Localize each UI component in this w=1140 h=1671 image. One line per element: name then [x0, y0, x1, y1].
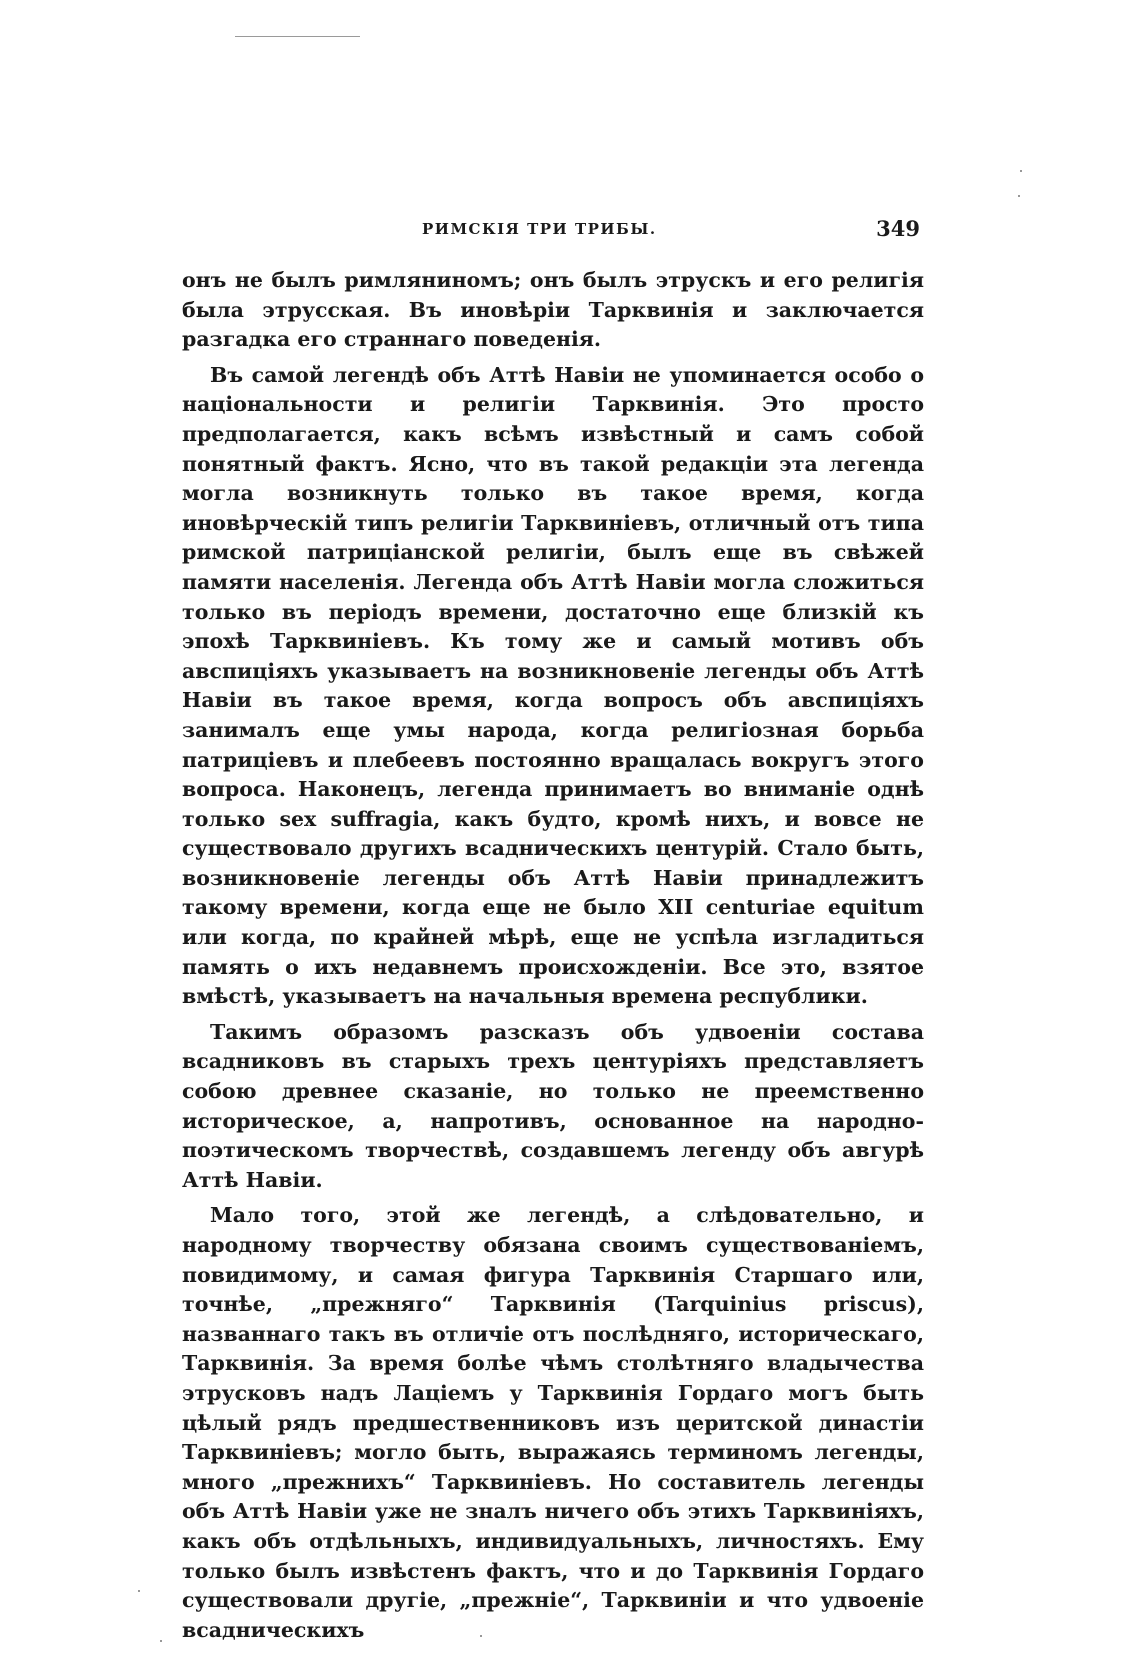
scan-speck — [138, 1590, 140, 1592]
page-header — [182, 216, 922, 246]
paragraph-2: Въ самой легендѣ объ Аттѣ Навiи не упоминается особо о нацiональности и религiи Тарквинiя. Это просто предполагается, какъ всѣмъ извѣстный и самъ собой понятный фактъ. Ясно, что въ такой редакцiи эта легенда могла возникнуть только въ такое время, когда иновѣрческiй типъ религiи Тарквиніевъ, отличный отъ типа римской патрицiанской религiи, былъ еще въ свѣжей памяти населенiя. Легенда объ Аттѣ Навiи могла сложиться только въ перiодъ времени, достаточно еще близкiй къ эпохѣ Тарквиніевъ. Къ тому же и самый мотивъ объ авспицiяхъ указываетъ на возникновенiе легенды объ Аттѣ Навiи въ такое время, когда вопросъ объ авспицiяхъ занималъ еще умы народа, когда религiозная борьба патрицiевъ и плебеевъ постоянно вращалась вокругъ этого вопроса. Наконецъ, легенда принимаетъ во вниманiе однѣ только sex suffragia, какъ будто, кромѣ нихъ, и вовсе не существовало другихъ всадническихъ центурiй. Стало быть, возникновенiе легенды объ Аттѣ Навiи принадлежитъ такому времени, когда еще не было XII centuriae equitum или когда, по крайней мѣрѣ, еще не успѣла изгладиться память о ихъ недавнемъ происхожденiи. Все это, взятое вмѣстѣ, указываетъ на начальныя времена республики. — [182, 362, 924, 1009]
running-title: РИМСКIЯ ТРИ ТРИБЫ. — [422, 220, 657, 238]
paragraph-3: Такимъ образомъ разсказъ объ удвоенiи состава всадниковъ въ старыхъ трехъ центурiяхъ представляетъ собою древнее сказанiе, но только не преемственно историческое, а, напротивъ, основанное на народно-поэтическомъ творчествѣ, создавшемъ легенду объ авгурѣ Аттѣ Навiи. — [182, 1019, 924, 1192]
scan-speck — [160, 1640, 162, 1642]
scan-speck — [1020, 170, 1022, 172]
paragraph-1: онъ не былъ римляниномъ; онъ былъ этрускъ и его религiя была этрусская. Въ иновѣрiи Тарквинiя и заключается разгадка его страннаго поведенiя. — [182, 268, 924, 352]
body-text — [182, 266, 924, 1651]
page-number: 349 — [876, 216, 920, 241]
top-rule — [235, 36, 360, 37]
paragraph-4: Мало того, этой же легендѣ, а слѣдовательно, и народному творчеству обязана своимъ существованiемъ, повидимому, и самая фигура Тарквинiя Старшаго или, точнѣе, „прежняго“ Тарквинiя (Tarquinius priscus), названнаго такъ въ отличiе отъ послѣдняго, историческаго, Тарквинiя. За время болѣе чѣмъ столѣтняго владычества этрусковъ надъ Лацiемъ у Тарквинiя Гордаго могъ быть цѣлый рядъ предшественниковъ изъ церитской династiи Тарквиніевъ; могло быть, выражаясь терминомъ легенды, много „прежнихъ“ Тарквиніевъ. Но составитель легенды объ Аттѣ Навiи уже не зналъ ничего объ этихъ Тарквинiяхъ, какъ объ отдѣльныхъ, индивидуальныхъ, личностяхъ. Ему только былъ извѣстенъ фактъ, что и до Тарквинiя Гордаго существовали другiе, „прежнiе“, Тарквинiи и что удвоенiе всадническихъ — [182, 1203, 924, 1642]
scan-speck — [1018, 195, 1020, 197]
scan-speck — [480, 1635, 482, 1637]
